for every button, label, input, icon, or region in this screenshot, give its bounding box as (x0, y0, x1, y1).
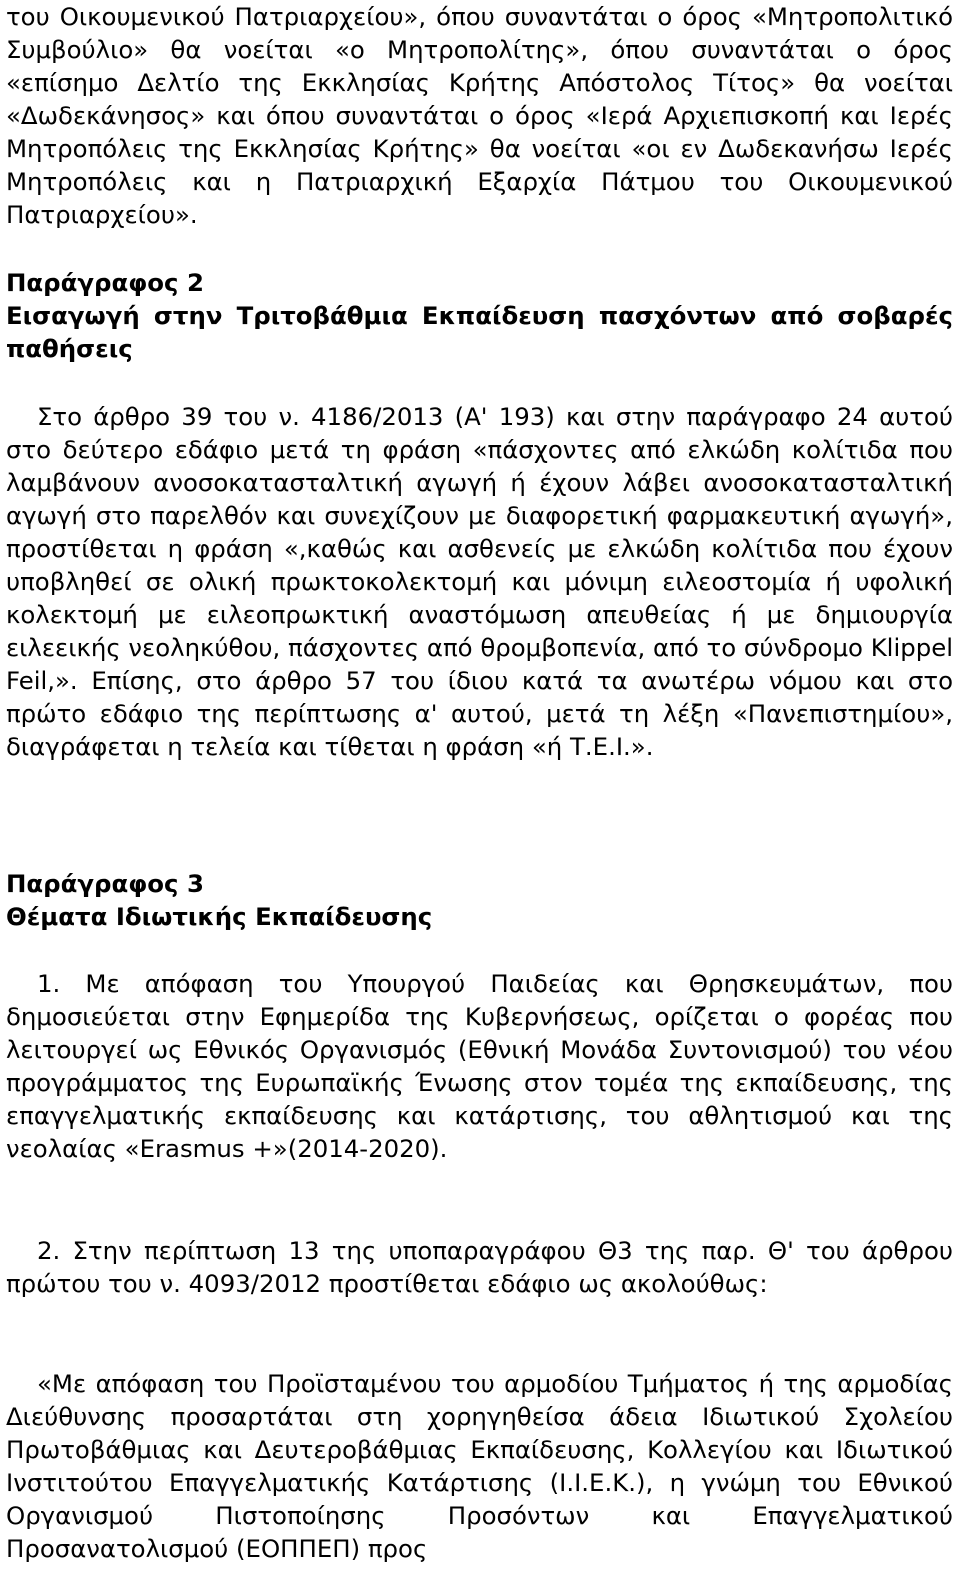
section-3-heading: Παράγραφος 3 (6, 869, 204, 898)
section-3-quote-block (6, 1367, 953, 1565)
section-2-subheading: Εισαγωγή στην Τριτοβάθμια Εκπαίδευση πασχόντων από σοβαρές παθήσεις (6, 301, 953, 364)
section-3-item-2-block (6, 1234, 953, 1300)
section-2-heading: Παράγραφος 2 (6, 268, 204, 297)
section-2-body-block (6, 400, 953, 764)
section-3-item-1: 1. Με απόφαση του Υπουργού Παιδείας και Θρησκευμάτων, που δημοσιεύεται στην Εφημερίδα της Κυβερνήσεως, ορίζεται ο φορέας που λειτουργεί ως Εθνικός Οργανισμός (Εθνική Μονάδα Συντονισμού) του νέου προγράμματος της Ευρωπαϊκής Ένωσης στον τομέα της εκπαίδευσης, της επαγγελματικής εκπαίδευσης και κατάρτισης, του αθλητισμού και της νεολαίας «Erasmus +»(2014-2020). (6, 969, 953, 1164)
section-3-item-2: 2. Στην περίπτωση 13 της υποπαραγράφου Θ3 της παρ. Θ' του άρθρου πρώτου του ν. 4093/2012 προστίθεται εδάφιο ως ακολούθως: (6, 1236, 953, 1299)
section-3-subheading: Θέματα Ιδιωτικής Εκπαίδευσης (6, 902, 433, 932)
section-2-header (6, 266, 953, 365)
intro-block (6, 0, 953, 231)
section-3-quote: «Με απόφαση του Προϊσταμένου του αρμοδίου Τμήματος ή της αρμοδίας Διεύθυνσης προσαρτάται στη χορηγηθείσα άδεια Ιδιωτικού Σχολείου Πρωτοβάθμιας και Δευτεροβάθμιας Εκπαίδευσης, Κολλεγίου και Ιδιωτικού Ινστιτούτου Επαγγελματικής Κατάρτισης (Ι.Ι.Ε.Κ.), η γνώμη του Εθνικού Οργανισμού Πιστοποίησης Προσόντων και Επαγγελματικού Προσανατολισμού (ΕΟΠΠΕΠ) προς (6, 1369, 953, 1564)
intro-paragraph: του Οικουμενικού Πατριαρχείου», όπου συναντάται ο όρος «Μητροπολιτικό Συμβούλιο» θα νοείται «ο Μητροπολίτης», όπου συναντάται ο όρος «επίσημο Δελτίο της Εκκλησίας Κρήτης Απόστολος Τίτος» θα νοείται «Δωδεκάνησος» και όπου συναντάται ο όρος «Ιερά Αρχιεπισκοπή και Ιερές Μητροπόλεις της Εκκλησίας Κρήτης» θα νοείται «οι εν Δωδεκανήσω Ιερές Μητροπόλεις και η Πατριαρχική Εξαρχία Πάτμου του Οικουμενικού Πατριαρχείου». (6, 2, 953, 230)
section-3-header (6, 867, 953, 933)
section-2-body: Στο άρθρο 39 του ν. 4186/2013 (Α' 193) και στην παράγραφο 24 αυτού στο δεύτερο εδάφιο μετά τη φράση «πάσχοντες από ελκώδη κολίτιδα που λαμβάνουν ανοσοκατασταλτική αγωγή ή έχουν λάβει ανοσοκατασταλτική αγωγή στο παρελθόν και συνεχίζουν με διαφορετική φαρμακευτική αγωγή», προστίθεται η φράση «,καθώς και ασθενείς με ελκώδη κολίτιδα που έχουν υποβληθεί σε ολική πρωκτοκολεκτομή και μόνιμη ειλεοστομία ή υφολική κολεκτομή με ειλεοπρωκτική αναστόμωση απευθείας ή με δημιουργία ειλεεικής νεοληκύθου, πάσχοντες από θρομβοπενία, από το σύνδρομο Klippel Feil,». Επίσης, στο άρθρο 57 του ίδιου κατά τα ανωτέρω νόμου και στο πρώτο εδάφιο της περίπτωσης α' αυτού, μετά τη λέξη «Πανεπιστημίου», διαγράφεται η τελεία και τίθεται η φράση «ή Τ.Ε.Ι.». (6, 402, 953, 762)
section-3-item-1-block (6, 967, 953, 1165)
